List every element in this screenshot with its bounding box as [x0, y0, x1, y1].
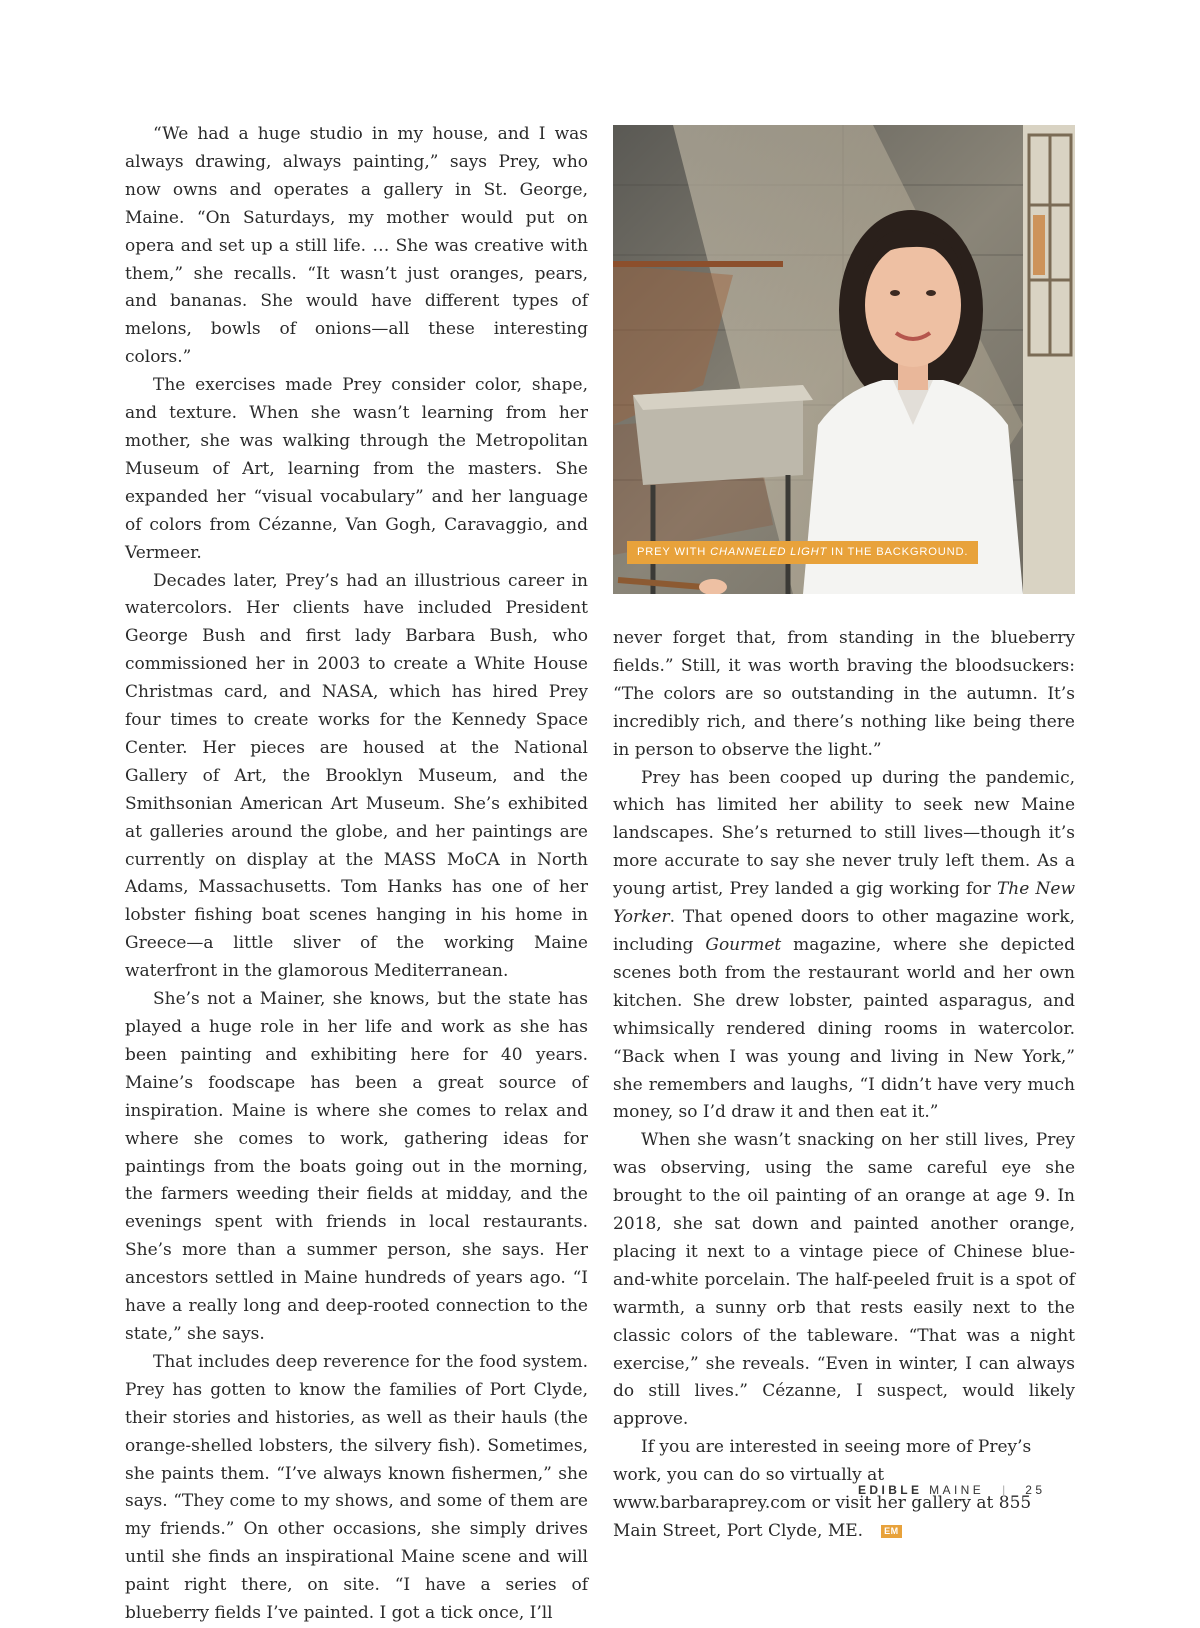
page-number: 25 — [1025, 1483, 1046, 1497]
text-run: . That opened doors to other magazine work, including — [613, 907, 1075, 955]
portrait-photo — [613, 125, 1075, 594]
page-footer — [858, 1483, 1045, 1497]
paragraph: She’s not a Mainer, she knows, but the state has played a huge role in her life and work as she has been painting and exhibiting here for 40 years. Maine’s foodscape has been a great source of inspiration. Maine is where she comes to relax and where she comes to work, gathering ideas for paintings from the boats going out in the morning, the farmers weeding their fields at midday, and the evenings spent with friends in local restaurants. She’s more than a summer person, she says. Her ancestors settled in Maine hundreds of years ago. “I have a really long and deep-rooted connection to the state,” she says. — [125, 989, 588, 1344]
text-run: magazine, where she depicted scenes both from the restaurant world and her own kitchen. She drew lobster, painted asparagus, and whimsically rendered dining rooms in watercolor. “Back when I was young and living in New York,” she remembers and laughs, “I didn’t have very much money, so I’d draw it and then eat it.” — [613, 934, 1075, 1123]
paragraph: That includes deep reverence for the food system. Prey has gotten to know the families of Port Clyde, their stories and histories, as well as their hauls (the orange-shelled lobsters, the silvery fish). Sometimes, she paints them. “I’ve always known fishermen,” she says. “They come to my shows, and some of them are my friends.” On other occasions, she simply drives until she finds an inspirational Maine scene and will paint right there, on site. “I have a series of blueberry fields I’ve painted. I got a tick once, I’ll — [125, 1351, 588, 1624]
caption-suffix: IN THE BACKGROUND. — [827, 546, 969, 558]
paragraph: The exercises made Prey consider color, shape, and texture. When she wasn’t learning from her mother, she was walking through the Metropolitan Museum of Art, learning from the masters. She expanded her “visual vocabulary” and her language of colors from Cézanne, Van Gogh, Caravaggio, and Vermeer. — [125, 375, 588, 563]
publication-title: Gourmet — [705, 934, 782, 955]
footer-separator: | — [1002, 1483, 1006, 1497]
paragraph: When she wasn’t snacking on her still lives, Prey was observing, using the same careful eye she brought to the oil painting of an orange at age 9. In 2018, she sat down and painted another orange, placing it next to a vintage piece of Chinese blue-and-white porcelain. The half-peeled fruit is a spot of warmth, a sunny orb that rests easily next to the classic colors of the tableware. “That was a night exercise,” she reveals. “Even in winter, I can always do still lives.” Cézanne, I suspect, would likely approve. — [613, 1130, 1075, 1430]
paragraph: “We had a huge studio in my house, and I was always drawing, always painting,” says Prey, who now owns and operates a gallery in St. George, Maine. “On Saturdays, my mother would put on opera and set up a still life. … She was creative with them,” she recalls. “It wasn’t just oranges, pears, and bananas. She would have different types of melons, bowls of onions—all these interesting colors.” — [125, 124, 588, 368]
paragraph-continuation: never forget that, from standing in the blueberry fields.” Still, it was worth braving the bloodsuckers: “The colors are so outstanding in the autumn. It’s incredibly rich, and there’s nothing like being there in person to observe the light.” — [613, 628, 1075, 760]
paragraph — [613, 765, 1075, 1128]
caption-artwork-title: CHANNELED LIGHT — [710, 546, 828, 558]
text-run: If you are interested in seeing more of Prey’s work, you can do so virtually at www.barbaraprey.com or visit her gallery at 855 Main Street, Port Clyde, ME. — [613, 1437, 1032, 1541]
end-mark-logo: EM — [881, 1525, 902, 1538]
footer-brand-light: MAINE — [929, 1483, 985, 1497]
footer-brand-bold: EDIBLE — [858, 1483, 923, 1497]
publication-title: The New Yorker — [613, 879, 1075, 928]
photo-caption — [627, 541, 978, 564]
right-column — [613, 625, 1075, 1546]
paragraph: Decades later, Prey’s had an illustrious career in watercolors. Her clients have included President George Bush and first lady Barbara Bush, who commissioned her in 2003 to create a White House Christmas card, and NASA, which has hired Prey four times to create works for the Kennedy Space Center. Her pieces are housed at the National Gallery of Art, the Brooklyn Museum, and the Smithsonian American Art Museum. She’s exhibited at galleries around the globe, and her paintings are currently on display at the MASS MoCA in North Adams, Massachusetts. Tom Hanks has one of her lobster fishing boat scenes hanging in his home in Greece—a little sliver of the working Maine waterfront in the glamorous Mediterranean. — [125, 570, 588, 982]
text-run: Prey has been cooped up during the pandemic, which has limited her ability to seek new Maine landscapes. She’s returned to still lives—though it’s more accurate to say she never truly left them. As a young artist, Prey landed a gig working for — [613, 767, 1075, 900]
caption-prefix: PREY WITH — [637, 546, 711, 558]
left-column — [125, 121, 588, 1628]
photo-illustration — [613, 125, 1075, 594]
